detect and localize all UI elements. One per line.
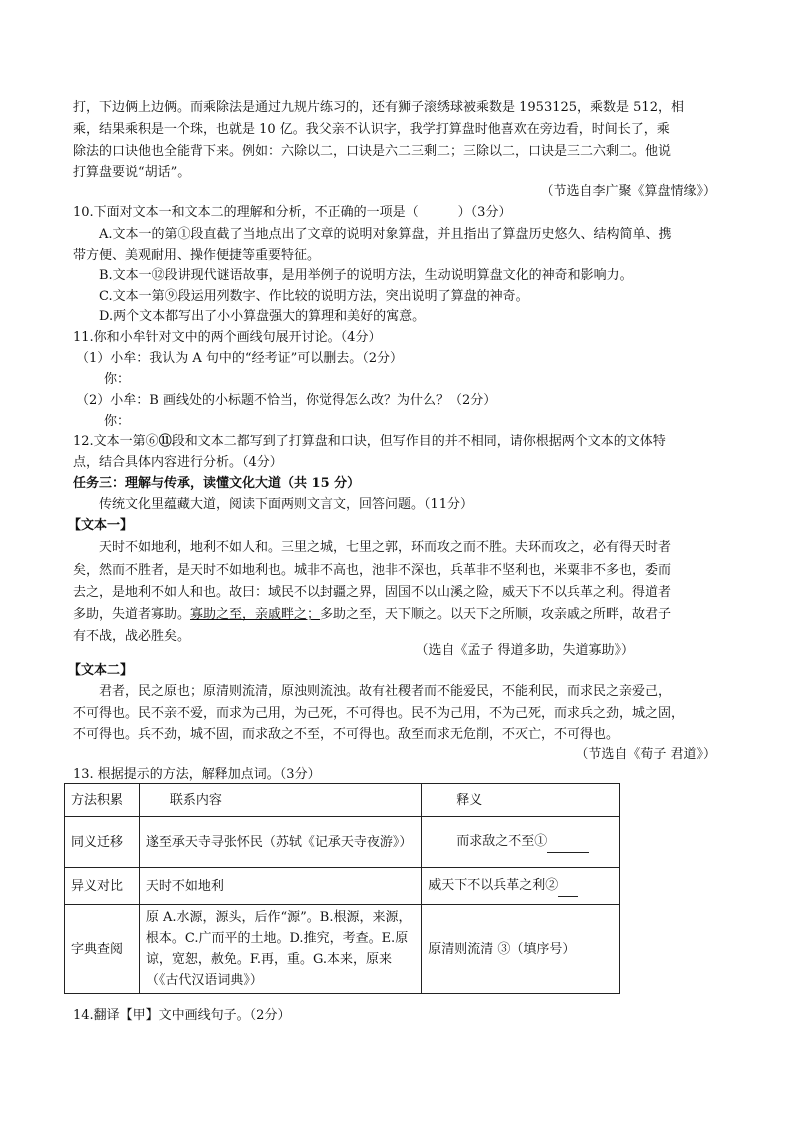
question-11-part-1: （1）小牟：我认为 A 句中的“经考证”可以删去。（2分） [76, 351, 403, 366]
question-11-part-2: （2）小牟：B 画线处的小标题不恰当，你觉得怎么改？为什么？（2分） [76, 393, 497, 408]
question-11-stem: 11.你和小牟针对文中的两个画线句展开讨论。（4分） [73, 330, 382, 345]
paragraph-line: 打算盘要说“胡话”。 [73, 165, 191, 180]
classical-line: 不可得也。民不亲不爱，而求为己用，为己死，不可得也。民不为己用，不为己死，而求兵之劲，城之固， [73, 706, 685, 721]
classical-text: 多助之至，天下顺之。以天下之所顺，攻亲戚之所畔，故君子 [320, 607, 672, 622]
table-cell-meaning [422, 868, 620, 905]
question-12-line-2: 点，结合具体内容进行分析。（4分） [73, 455, 283, 470]
table-cell-method: 异义对比 [65, 868, 140, 905]
task-3-intro: 传统文化里蕴藏大道，阅读下面两则文言文，回答问题。（11分） [99, 497, 474, 512]
text-1-heading: 【文本一】 [68, 518, 134, 533]
classical-text: 多助，失道者寡助。 [73, 607, 191, 622]
paragraph-line: 打，下边俩上边俩。而乘除法是通过九规片练习的，还有狮子滚绣球被乘数是 1953125，乘数是 512，相 [73, 100, 684, 115]
table-header-row [65, 784, 620, 817]
table-cell-method: 同义迁移 [65, 817, 140, 868]
vocab-table [64, 783, 620, 994]
classical-line: 有不战，战必胜矣。 [73, 629, 191, 644]
q12-pre: 12.文本一第⑥ [73, 434, 159, 449]
meaning-text: 威天下不以兵革之利② [428, 878, 559, 893]
text-2-heading: 【文本二】 [68, 663, 134, 678]
classical-line: 君者，民之原也；原清则流清，原浊则流浊。故有社稷者而不能爱民，不能利民，而求民之亲爱己， [99, 684, 672, 699]
question-12-line-1 [73, 431, 723, 452]
table-header: 方法积累 [65, 784, 140, 817]
table-cell-meaning: 原清则流清 ③（填序号） [422, 905, 620, 994]
paragraph-line: 乘，结果乘积是一个珠，也就是 10 亿。我父亲不认识字，我学打算盘时他喜欢在旁边看，时间长了，乘 [73, 122, 670, 137]
question-14-stem: 14.翻译【甲】文中画线句子。（2分） [73, 1008, 291, 1023]
answer-blank[interactable] [547, 831, 589, 853]
q12-circled-number: ⑪ [158, 434, 172, 449]
paragraph-line: 除法的口诀他也全能背下来。例如：六除以二，口诀是六二三剩二；三除以二，口诀是三二六剩二。他说 [73, 144, 672, 159]
answer-blank[interactable] [558, 875, 578, 897]
source-citation: （选自《孟子 得道多助，失道寡助》） [415, 643, 634, 658]
table-cell-content: 天时不如地利 [139, 868, 421, 905]
option-a-cont: 带方便、美观耐用、操作便捷等重要特征。 [73, 248, 321, 263]
classical-line: 去之，是地利不如人和也。故曰：域民不以封疆之界，固国不以山溪之险，威天下不以兵革之利。得道者 [73, 585, 672, 600]
option-d: D.两个文本都写出了小小算盘强大的算理和美好的寓意。 [99, 309, 426, 324]
table-header: 释义 [422, 784, 620, 817]
table-header: 联系内容 [139, 784, 421, 817]
task-3-title: 任务三：理解与传承，读懂文化大道（共 15 分） [73, 476, 361, 491]
option-b: B.文本一⑫段讲现代谜语故事，是用举例子的说明方法，生动说明算盘文化的神奇和影响力。 [99, 268, 633, 283]
answer-prompt: 你： [104, 372, 131, 387]
meaning-text: 而求敌之不至① [456, 834, 548, 849]
table-cell-content: 遂至承天寺寻张怀民（苏轼《记承天寺夜游》） [139, 817, 421, 868]
q12-post: 段和文本二都写到了打算盘和口诀，但写作目的并不相同，请你根据两个文本的文体特 [171, 434, 666, 449]
underlined-sentence: 寡助之至，亲戚畔之； [190, 607, 321, 622]
table-cell-meaning [422, 817, 620, 868]
table-cell-method: 字典查阅 [65, 905, 140, 994]
option-a: A.文本一的第①段直截了当地点出了文章的说明对象算盘，并且指出了算盘历史悠久、结构简单、携 [99, 227, 672, 242]
answer-prompt: 你： [104, 414, 131, 429]
classical-line: 矣，然而不胜者，是天时不如地利也。城非不高也，池非不深也，兵革非不坚利也，米粟非不多也，委而 [73, 563, 672, 578]
table-cell-content: 原 A.水源，源头，后作“源”。B.根源，来源，根本。C.广而平的土地。D.推究，考查。E.原谅，宽恕，赦免。F.再，重。G.本来，原来（《古代汉语词典》） [139, 905, 421, 994]
source-citation: （节选自《荀子 君道》） [575, 747, 716, 762]
table-row [65, 868, 620, 905]
classical-line: 不可得也。兵不劲，城不固，而求敌之不至，不可得也。敌至而求无危削，不灭亡，不可得也。 [73, 727, 620, 742]
question-10-stem: 10.下面对文本一和文本二的理解和分析，不正确的一项是（ ）（3分） [73, 205, 512, 220]
classical-line: 天时不如地利，地利不如人和。三里之城，七里之郭，环而攻之而不胜。夫环而攻之，必有得天时者 [99, 540, 672, 555]
table-row [65, 817, 620, 868]
question-13-stem: 13. 根据提示的方法，解释加点词。（3分） [73, 767, 321, 782]
classical-line [73, 604, 723, 625]
source-citation: （节选自李广聚《算盘情缘》） [540, 184, 716, 199]
option-c: C.文本一第⑨段运用列数字、作比较的说明方法，突出说明了算盘的神奇。 [99, 289, 529, 304]
table-row [65, 905, 620, 994]
